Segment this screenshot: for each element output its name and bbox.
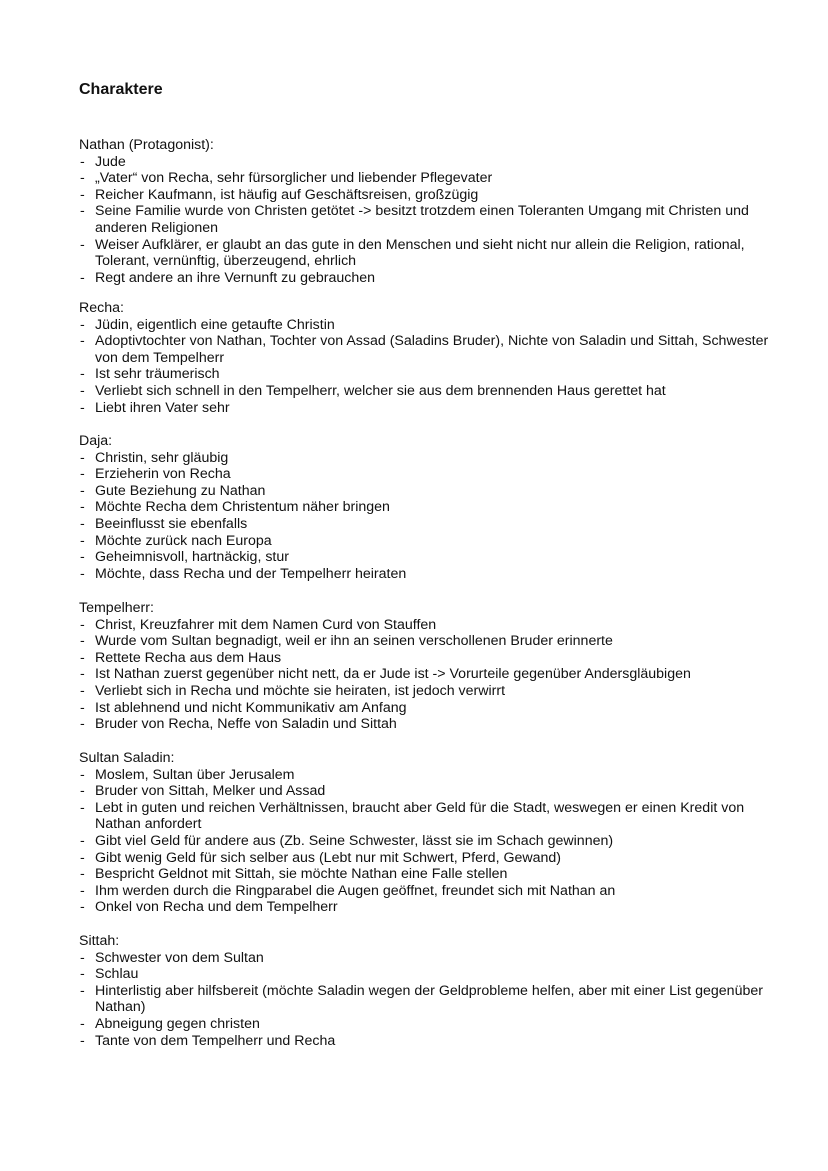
bullet-list [79, 154, 779, 287]
section-nathan [79, 137, 779, 286]
list-item: - Geheimnisvoll, hartnäckig, stur [79, 549, 779, 566]
list-item: - Adoptivtochter von Nathan, Tochter von Assad (Saladins Bruder), Nichte von Saladin und Sittah, Schwester von dem Tempelherr [79, 333, 779, 366]
list-item: - Schwester von dem Sultan [79, 950, 779, 967]
list-item: - Abneigung gegen christen [79, 1016, 779, 1033]
section-heading: Nathan (Protagonist): [79, 137, 214, 153]
list-item: - Rettete Recha aus dem Haus [79, 650, 779, 667]
bullet-list [79, 950, 779, 1050]
list-item: - Lebt in guten und reichen Verhältnissen, braucht aber Geld für die Stadt, weswegen er einen Kredit von Nathan anfordert [79, 800, 779, 833]
list-item: - Liebt ihren Vater sehr [79, 400, 779, 417]
bullet-list [79, 317, 779, 417]
section-heading: Daja: [79, 433, 113, 449]
list-item: - Ist ablehnend und nicht Kommunikativ am Anfang [79, 700, 779, 717]
list-item: - Seine Familie wurde von Christen getötet -> besitzt trotzdem einen Toleranten Umgang mit Christen und anderen Religionen [79, 203, 779, 236]
page-title: Charaktere [79, 81, 163, 98]
section-sittah [79, 933, 779, 1049]
list-item: - Möchte, dass Recha und der Tempelherr heiraten [79, 566, 779, 583]
list-item: - Beeinflusst sie ebenfalls [79, 516, 779, 533]
list-item: - Schlau [79, 966, 779, 983]
list-item: - Möchte Recha dem Christentum näher bringen [79, 499, 779, 516]
section-sultan-saladin [79, 750, 779, 916]
list-item: - Ihm werden durch die Ringparabel die Augen geöffnet, freundet sich mit Nathan an [79, 883, 779, 900]
list-item: - Gibt viel Geld für andere aus (Zb. Seine Schwester, lässt sie im Schach gewinnen) [79, 833, 779, 850]
list-item: - Jüdin, eigentlich eine getaufte Christin [79, 317, 779, 334]
bullet-list [79, 617, 779, 733]
section-heading: Sittah: [79, 933, 120, 949]
list-item: - Hinterlistig aber hilfsbereit (möchte Saladin wegen der Geldprobleme helfen, aber mit einer List gegenüber Nathan) [79, 983, 779, 1016]
list-item: - Reicher Kaufmann, ist häufig auf Geschäftsreisen, großzügig [79, 187, 779, 204]
list-item: - Verliebt sich schnell in den Tempelherr, welcher sie aus dem brennenden Haus gerettet hat [79, 383, 779, 400]
list-item: - Regt andere an ihre Vernunft zu gebrauchen [79, 270, 779, 287]
list-item: - Tante von dem Tempelherr und Recha [79, 1033, 779, 1050]
list-item: - Gibt wenig Geld für sich selber aus (Lebt nur mit Schwert, Pferd, Gewand) [79, 850, 779, 867]
list-item: - Weiser Aufklärer, er glaubt an das gute in den Menschen und sieht nicht nur allein die Religion, rational, Tolerant, vernünftig, überzeugend, ehrlich [79, 237, 779, 270]
section-recha [79, 300, 779, 416]
list-item: - Onkel von Recha und dem Tempelherr [79, 899, 779, 916]
list-item: - Gute Beziehung zu Nathan [79, 483, 779, 500]
section-heading: Sultan Saladin: [79, 750, 175, 766]
list-item: - Möchte zurück nach Europa [79, 533, 779, 550]
list-item: - Verliebt sich in Recha und möchte sie heiraten, ist jedoch verwirrt [79, 683, 779, 700]
section-heading: Recha: [79, 300, 124, 316]
list-item: - Bruder von Sittah, Melker und Assad [79, 783, 779, 800]
list-item: - Wurde vom Sultan begnadigt, weil er ihn an seinen verschollenen Bruder erinnerte [79, 633, 779, 650]
list-item: - Erzieherin von Recha [79, 466, 779, 483]
list-item: - Bruder von Recha, Neffe von Saladin und Sittah [79, 716, 779, 733]
list-item: - Ist sehr träumerisch [79, 366, 779, 383]
section-daja [79, 433, 779, 582]
section-heading: Tempelherr: [79, 600, 154, 616]
list-item: - Bespricht Geldnot mit Sittah, sie möchte Nathan eine Falle stellen [79, 866, 779, 883]
list-item: - Christ, Kreuzfahrer mit dem Namen Curd von Stauffen [79, 617, 779, 634]
list-item: - Ist Nathan zuerst gegenüber nicht nett, da er Jude ist -> Vorurteile gegenüber Andersgläubigen [79, 666, 779, 683]
list-item: - Christin, sehr gläubig [79, 450, 779, 467]
section-tempelherr [79, 600, 779, 733]
bullet-list [79, 450, 779, 583]
list-item: - „Vater“ von Recha, sehr fürsorglicher und liebender Pflegevater [79, 170, 779, 187]
bullet-list [79, 767, 779, 916]
list-item: - Jude [79, 154, 779, 171]
list-item: - Moslem, Sultan über Jerusalem [79, 767, 779, 784]
